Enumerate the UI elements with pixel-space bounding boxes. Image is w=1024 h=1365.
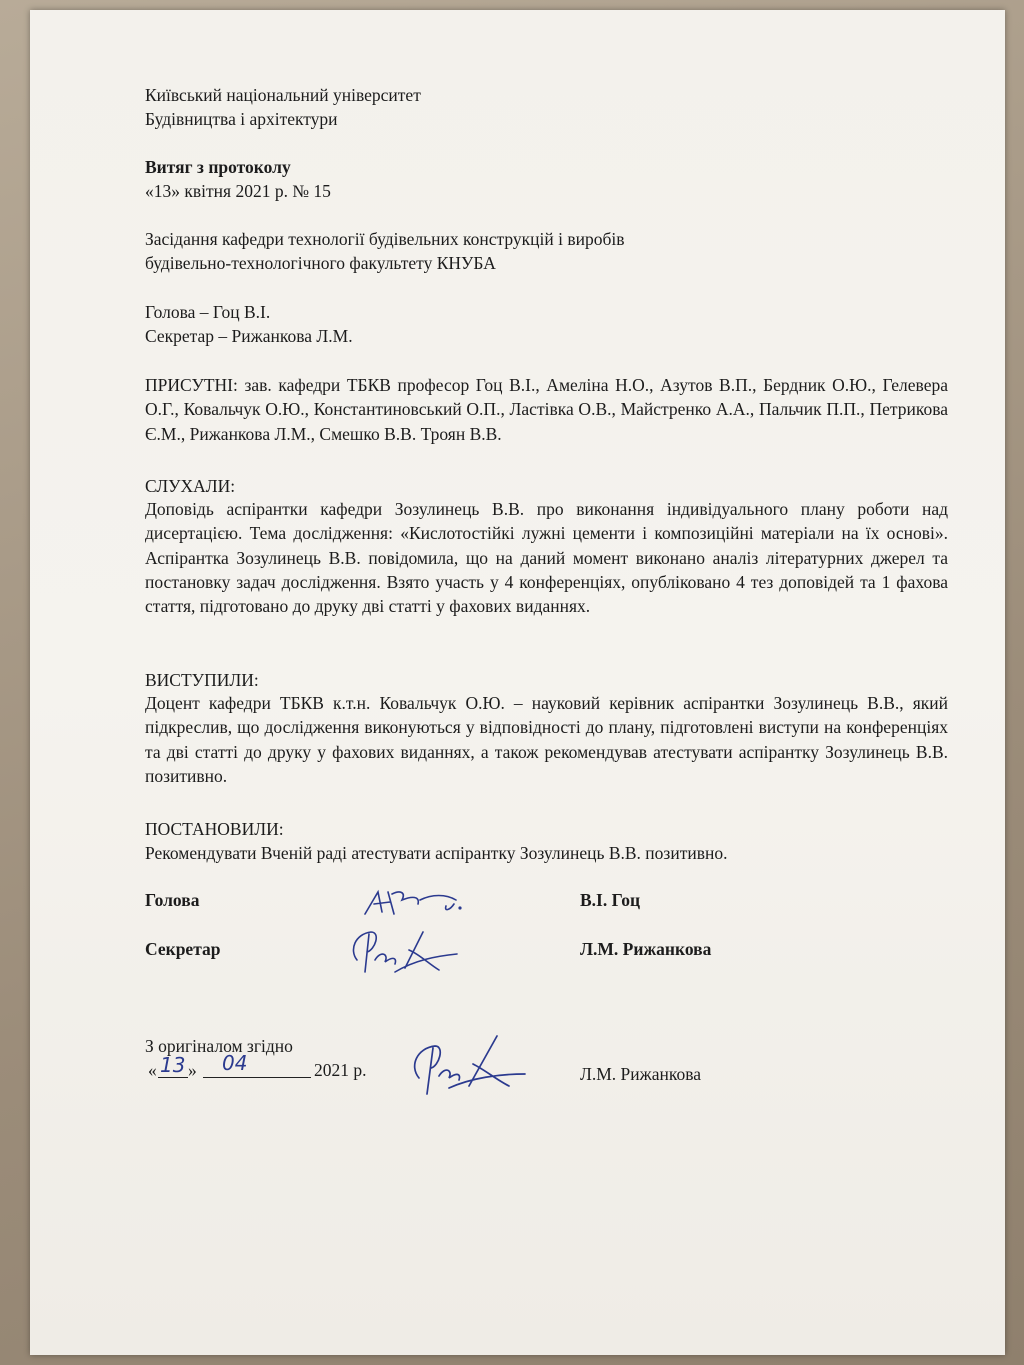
certification-name: Л.М. Рижанкова [580, 1064, 702, 1084]
certification-year: 2021 р. [314, 1060, 367, 1080]
certification-month: 04 [222, 1051, 248, 1075]
protocol-title: Витяг з протоколу [145, 157, 291, 177]
secretary-signature [345, 920, 465, 980]
signature-chair-name: В.І. Гоц [580, 890, 641, 910]
institution-line-2: Будівництва і архітектури [145, 109, 338, 129]
present-list: ПРИСУТНІ: зав. кафедри ТБКВ професор Гоц В.І., Амеліна Н.О., Азутов В.П., Бердник О.Ю., Гелевера О.Г., Ковальчук О.Ю., Константиновський О.П., Ластівка О.В., Майстренко А.А., Пальчик П.П., Петрикова Є.М., Рижанкова Л.М., Смешко В.В. Троян В.В. [145, 375, 948, 444]
resolved-heading: ПОСТАНОВИЛИ: [145, 819, 284, 839]
spoke-heading: ВИСТУПИЛИ: [145, 670, 259, 690]
certification-signature [405, 1030, 530, 1100]
spoke-text: Доцент кафедри ТБКВ к.т.н. Ковальчук О.Ю. – науковий керівник аспірантки Зозулинець В.В., який підкреслив, що дослідження виконуються у відповідності до плану, підготовлені виступи на конференціях та дві статті до друку у фахових виданнях, а також рекомендував атестувати аспірантку Зозулинець В.В. позитивно. [145, 693, 948, 786]
institution-line-1: Київський національний університет [145, 85, 421, 105]
protocol-date-number: «13» квітня 2021 р. № 15 [145, 181, 331, 201]
heard-text: Доповідь аспірантки кафедри Зозулинець В.В. про виконання індивідуального плану роботи над дисертацією. Тема дослідження: «Кислотостійкі лужні цементи і композиційні матеріали на їх основі». Аспірантка Зозулинець В.В. повідомила, що на даний момент виконано аналіз літературних джерел та постановку задач дослідження. Взято участь у 4 конференціях, опубліковано 4 тез доповідей та 1 фахова стаття, підготовано до друку дві статті у фахових виданнях. [145, 499, 948, 617]
signature-secretary-name: Л.М. Рижанкова [580, 939, 712, 959]
meeting-line-2: будівельно-технологічного факультету КНУБА [145, 253, 496, 273]
certification-close-quote: » [188, 1060, 197, 1080]
certification-open-quote: « [148, 1060, 157, 1080]
signature-chair-role: Голова [145, 890, 200, 910]
chair-signature [360, 884, 470, 924]
resolved-text: Рекомендувати Вченій раді атестувати аспірантку Зозулинець В.В. позитивно. [145, 843, 728, 863]
month-underline [203, 1077, 311, 1078]
day-underline [158, 1077, 188, 1078]
certification-day: 13 [160, 1053, 186, 1077]
heard-heading: СЛУХАЛИ: [145, 476, 236, 496]
signature-secretary-role: Секретар [145, 939, 221, 959]
secretary-line: Секретар – Рижанкова Л.М. [145, 326, 353, 346]
chair-line: Голова – Гоц В.І. [145, 302, 271, 322]
meeting-line-1: Засідання кафедри технології будівельних конструкцій і виробів [145, 229, 625, 249]
certification-label: З оригіналом згідно [145, 1036, 293, 1056]
